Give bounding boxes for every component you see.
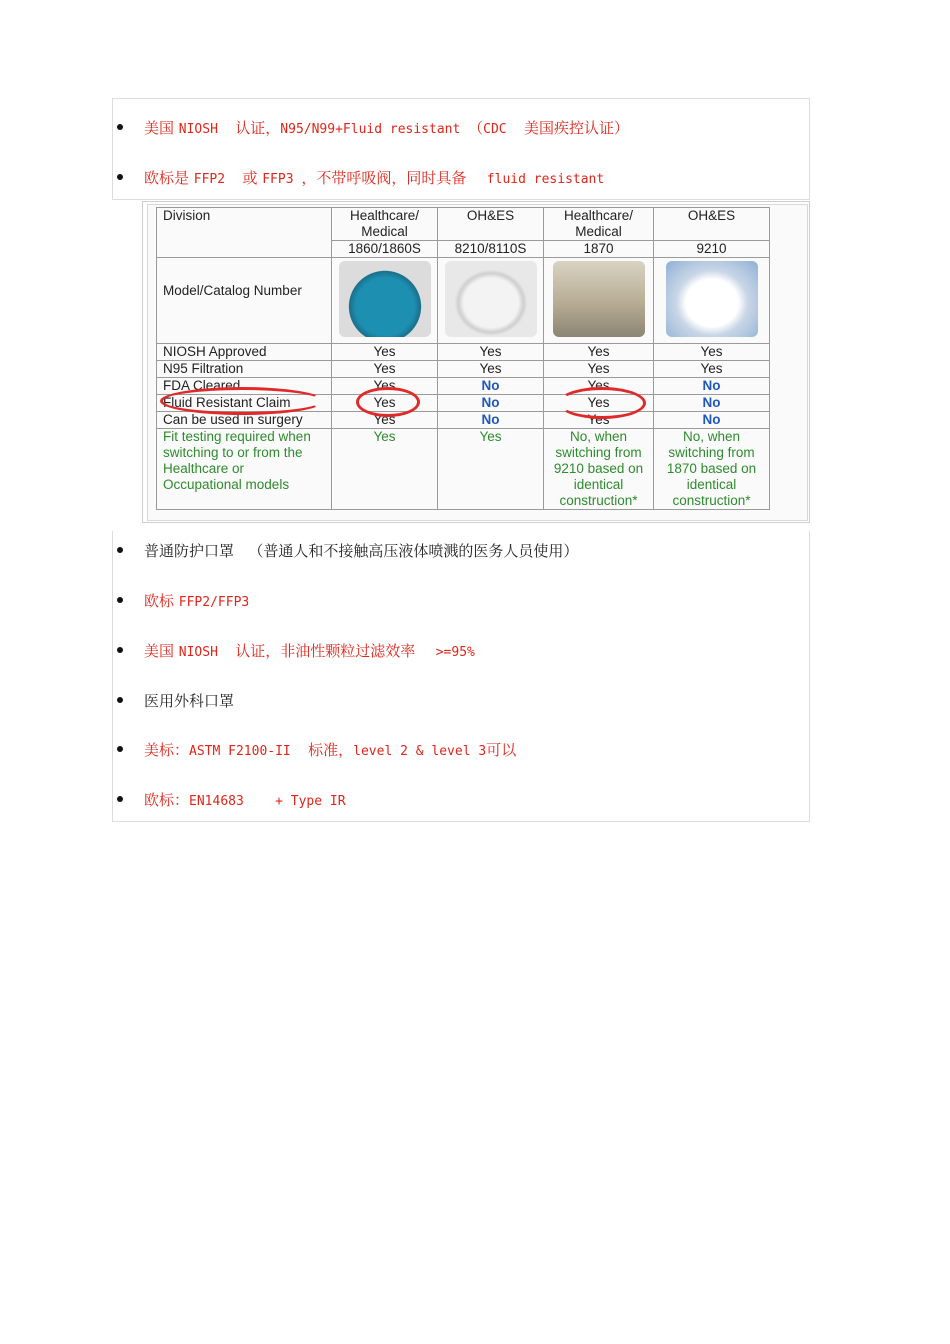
fit-cell: Yes [332, 429, 438, 510]
text-segment: NIOSH [178, 121, 226, 137]
list-item [113, 737, 809, 761]
fit-cell: No, when switching from 9210 based on identical construction* [544, 429, 654, 510]
text-segment: N95/N99+Fluid resistant [280, 121, 469, 137]
table-cell: Yes [438, 361, 544, 378]
text-segment: + Type IR [251, 793, 346, 809]
list-item [113, 538, 809, 562]
table-cell: Yes [332, 395, 438, 412]
bullet [117, 647, 123, 653]
mask-photo-1860 [332, 258, 438, 344]
text-segment: （ [468, 118, 484, 137]
table-cell: No [654, 395, 770, 412]
text-segment: fluid resistant [471, 171, 605, 187]
text-segment: NIOSH [178, 644, 226, 660]
table-cell: Yes [544, 344, 654, 361]
table-cell: No [654, 378, 770, 395]
mask-8210-image [445, 261, 537, 337]
list-item [113, 638, 809, 662]
text-segment: FFP2/FFP3 [178, 594, 250, 610]
list-item [113, 165, 809, 189]
list-item-text [144, 540, 578, 561]
text-segment: 欧标 [144, 591, 179, 610]
table-row [157, 344, 770, 361]
text-segment: 标准， [298, 740, 354, 759]
table-cell: No [438, 412, 544, 429]
table-row [157, 361, 770, 378]
text-segment: ASTM F2100-II [189, 743, 299, 759]
table-cell: Yes [544, 378, 654, 395]
mask-1870-image [553, 261, 645, 337]
table-cell: Yes [654, 361, 770, 378]
table-cell: Yes [438, 344, 544, 361]
model-3: 1870 [544, 241, 654, 258]
text-segment: CDC [483, 121, 515, 137]
table-cell: Yes [544, 412, 654, 429]
mask-photo-1870 [544, 258, 654, 344]
text-segment: 认证，非油性颗粒过滤效率 [225, 641, 421, 660]
header-col-3: Healthcare/ Medical [544, 208, 654, 241]
mask-comparison-figure [142, 201, 810, 523]
model-4: 9210 [654, 241, 770, 258]
text-segment: 欧标： [144, 790, 190, 809]
text-segment: 医用外科口罩 [144, 691, 235, 710]
fit-cell: Yes [438, 429, 544, 510]
bullet [117, 174, 123, 180]
text-segment: EN14683 [189, 793, 252, 809]
row-label: FDA Cleared [157, 378, 332, 395]
list-item-text [144, 117, 629, 138]
list-item [113, 787, 809, 811]
text-segment: 美国 [144, 118, 179, 137]
text-segment: （普通人和不接触高压液体喷溅的医务人员使用） [238, 541, 579, 560]
text-segment: 美国疾控认证） [514, 118, 630, 137]
text-segment: >=95% [420, 644, 475, 660]
requirements-box-top [112, 98, 810, 200]
text-segment: 或 [232, 168, 263, 187]
text-segment: 欧标是 [144, 168, 194, 187]
list-item-text [144, 690, 234, 711]
fit-testing-label: Fit testing required when switching to or from the Healthcare or Occupational models [157, 429, 332, 510]
table-cell: No [438, 378, 544, 395]
text-segment: 可以 [486, 740, 517, 759]
list-item-text [144, 590, 249, 611]
table-cell: Yes [332, 344, 438, 361]
list-item [113, 115, 809, 139]
text-segment: 美国 [144, 641, 179, 660]
bullet [117, 746, 123, 752]
model-1: 1860/1860S [332, 241, 438, 258]
table-cell: Yes [544, 395, 654, 412]
row-label: Fluid Resistant Claim [157, 395, 332, 412]
table-cell: Yes [654, 344, 770, 361]
row-label: NIOSH Approved [157, 344, 332, 361]
list-item-text [144, 640, 475, 661]
model-catalog-label: Model/Catalog Number [157, 258, 332, 344]
highlight-circle-yes-3 [558, 387, 646, 419]
list-item [113, 688, 809, 712]
bullet [117, 124, 123, 130]
model-2: 8210/8110S [438, 241, 544, 258]
mask-photo-9210 [654, 258, 770, 344]
bullet [117, 547, 123, 553]
list-item-text [144, 739, 516, 760]
header-division: Division [157, 208, 332, 258]
requirements-box-bottom [112, 531, 810, 822]
list-item-text [144, 167, 604, 188]
header-col-2: OH&ES [438, 208, 544, 241]
text-segment: ，不带呼吸阀，同时具备 [301, 168, 472, 187]
list-item [113, 588, 809, 612]
table-cell: Yes [544, 361, 654, 378]
table-cell: No [654, 412, 770, 429]
text-segment: FFP2 [193, 171, 233, 187]
row-label: Can be used in surgery [157, 412, 332, 429]
bullet [117, 796, 123, 802]
comparison-table-image [147, 204, 808, 521]
text-segment: 普通防护口罩 [144, 541, 239, 560]
text-segment: 认证， [225, 118, 281, 137]
header-col-4: OH&ES [654, 208, 770, 241]
text-segment: FFP3 [262, 171, 302, 187]
highlight-circle-label [160, 387, 324, 415]
mask-9210-image [666, 261, 758, 337]
highlight-circle-yes-1 [356, 387, 420, 417]
bullet [117, 597, 123, 603]
header-col-1: Healthcare/ Medical [332, 208, 438, 241]
bullet [117, 697, 123, 703]
text-segment: 美标： [144, 740, 190, 759]
table-cell: Yes [332, 412, 438, 429]
mask-photo-8210 [438, 258, 544, 344]
table-cell: Yes [332, 361, 438, 378]
table-cell: Yes [332, 378, 438, 395]
row-label: N95 Filtration [157, 361, 332, 378]
list-item-text [144, 789, 346, 810]
mask-comparison-table [156, 207, 770, 510]
mask-1860-image [339, 261, 431, 337]
fit-cell: No, when switching from 1870 based on identical construction* [654, 429, 770, 510]
table-cell: No [438, 395, 544, 412]
text-segment: level 2 & level 3 [353, 743, 487, 759]
